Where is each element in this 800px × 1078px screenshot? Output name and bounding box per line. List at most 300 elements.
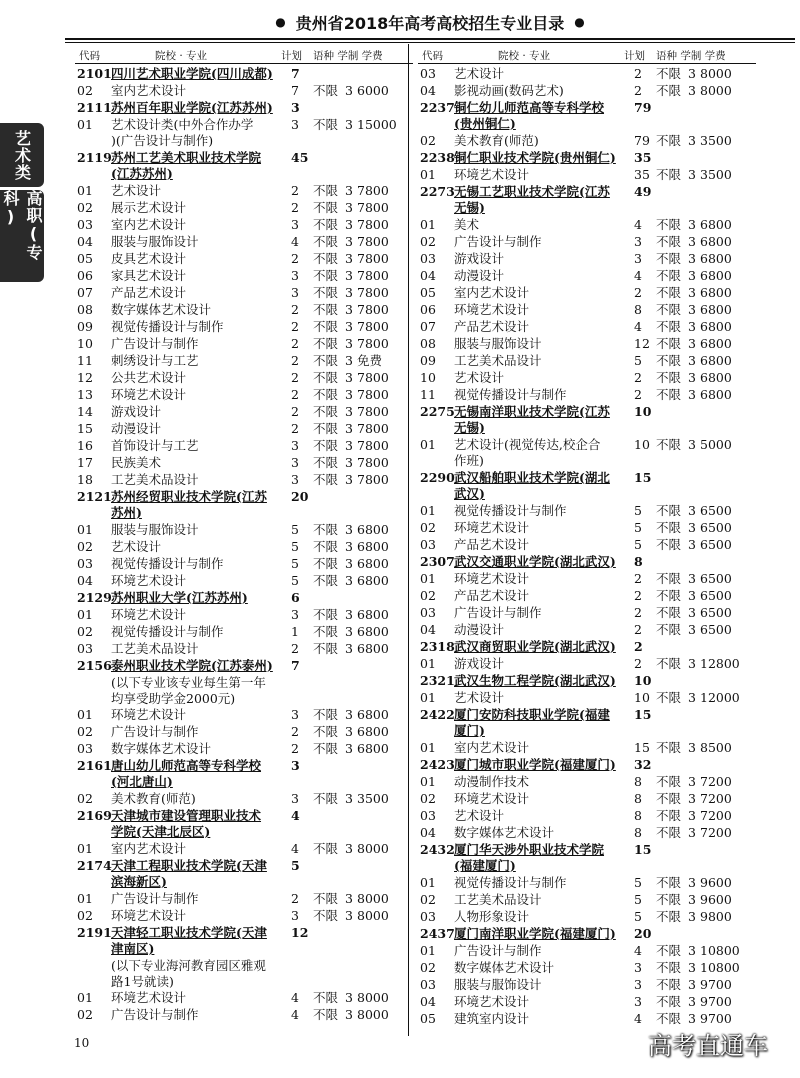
major-lang: 不限 <box>313 370 339 385</box>
major-plan: 15 <box>634 740 650 755</box>
major-lang: 不限 <box>313 990 339 1005</box>
major-lang: 不限 <box>656 83 682 98</box>
school-plan: 2 <box>634 639 643 654</box>
school-name: 武汉交通职业学院(湖北武汉) <box>454 554 616 569</box>
major-code: 01 <box>420 656 436 671</box>
major-code: 03 <box>420 605 436 620</box>
major-fee: 6000 <box>357 83 389 98</box>
major-plan: 3 <box>634 234 642 249</box>
major-name: 环境艺术设计 <box>454 994 530 1009</box>
major-name: 服装与服饰设计 <box>454 336 542 351</box>
major-years: 3 <box>345 438 353 453</box>
major-lang: 不限 <box>656 622 682 637</box>
school-row <box>418 673 756 690</box>
school-plan: 32 <box>634 757 652 772</box>
major-lang: 不限 <box>656 892 682 907</box>
school-code: 2275 <box>420 404 455 419</box>
major-years: 3 <box>345 607 353 622</box>
column-header-code: 代码 <box>79 50 100 62</box>
major-row <box>75 891 413 908</box>
major-years: 3 <box>688 268 696 283</box>
school-row <box>75 489 413 522</box>
major-lang: 不限 <box>313 234 339 249</box>
major-lang: 不限 <box>313 573 339 588</box>
major-years: 3 <box>688 875 696 890</box>
major-code: 03 <box>77 741 93 756</box>
school-name: 无锡南洋职业技术学院(江苏 无锡) <box>454 404 610 435</box>
major-name: 环境艺术设计 <box>454 302 530 317</box>
major-code: 03 <box>420 66 436 81</box>
major-code: 03 <box>77 556 93 571</box>
major-fee: 6500 <box>700 588 732 603</box>
major-plan: 2 <box>291 319 299 334</box>
major-fee: 8000 <box>700 66 732 81</box>
major-years: 3 <box>345 183 353 198</box>
major-plan: 3 <box>291 268 299 283</box>
school-plan: 10 <box>634 673 652 688</box>
major-row <box>418 571 756 588</box>
major-name: 视觉传播设计与制作 <box>454 503 567 518</box>
major-fee: 12000 <box>700 690 740 705</box>
major-years: 3 <box>345 891 353 906</box>
major-row <box>418 740 756 757</box>
major-lang: 不限 <box>313 200 339 215</box>
major-fee: 6500 <box>700 503 732 518</box>
major-fee: 6500 <box>700 537 732 552</box>
major-fee: 6800 <box>700 336 732 351</box>
school-code: 2290 <box>420 470 455 485</box>
major-lang: 不限 <box>313 607 339 622</box>
school-row <box>75 858 413 891</box>
major-lang: 不限 <box>313 387 339 402</box>
major-fee: 9600 <box>700 875 732 890</box>
major-plan: 2 <box>634 83 642 98</box>
school-name: 武汉商贸职业学院(湖北武汉) <box>454 639 616 654</box>
major-code: 01 <box>77 841 93 856</box>
major-fee: 6800 <box>357 607 389 622</box>
major-fee: 8000 <box>357 908 389 923</box>
major-years: 3 <box>345 353 353 368</box>
major-plan: 8 <box>634 791 642 806</box>
major-code: 02 <box>420 520 436 535</box>
major-fee: 7200 <box>700 774 732 789</box>
major-fee: 7200 <box>700 791 732 806</box>
major-row <box>75 336 413 353</box>
major-years: 3 <box>688 83 696 98</box>
school-code: 2437 <box>420 926 455 941</box>
major-row <box>75 539 413 556</box>
major-row <box>75 641 413 658</box>
major-code: 02 <box>420 960 436 975</box>
major-name: 环境艺术设计 <box>111 573 187 588</box>
major-plan: 8 <box>634 825 642 840</box>
major-code: 02 <box>420 791 436 806</box>
major-years: 3 <box>345 217 353 232</box>
major-lang: 不限 <box>313 117 339 132</box>
major-lang: 不限 <box>656 808 682 823</box>
major-lang: 不限 <box>313 404 339 419</box>
major-plan: 4 <box>634 1011 642 1026</box>
major-name: 游戏设计 <box>111 404 162 419</box>
major-code: 02 <box>77 1007 93 1022</box>
major-years: 3 <box>688 217 696 232</box>
major-name: 工艺美术品设计 <box>454 892 542 907</box>
major-fee: 6800 <box>700 319 732 334</box>
major-code: 03 <box>420 537 436 552</box>
major-fee: 6800 <box>357 522 389 537</box>
major-years: 3 <box>688 588 696 603</box>
major-plan: 2 <box>634 622 642 637</box>
major-plan: 2 <box>291 421 299 436</box>
school-name: 厦门城市职业学院(福建厦门) <box>454 757 616 772</box>
school-name: 苏州职业大学(江苏苏州) <box>111 590 248 605</box>
major-row <box>418 520 756 537</box>
major-plan: 2 <box>291 387 299 402</box>
school-name: 厦门南洋职业学院(福建厦门) <box>454 926 616 941</box>
major-row <box>75 522 413 539</box>
major-years: 3 <box>688 387 696 402</box>
major-row <box>418 437 756 470</box>
major-name: 公共艺术设计 <box>111 370 187 385</box>
major-years: 3 <box>345 117 353 132</box>
major-years: 3 <box>345 285 353 300</box>
major-row <box>75 370 413 387</box>
major-code: 09 <box>420 353 436 368</box>
major-plan: 2 <box>291 302 299 317</box>
major-lang: 不限 <box>656 234 682 249</box>
major-years: 3 <box>345 319 353 334</box>
major-plan: 2 <box>634 285 642 300</box>
major-name: 美术 <box>454 217 480 232</box>
school-plan: 8 <box>634 554 643 569</box>
major-name: 广告设计与制作 <box>454 943 542 958</box>
major-fee: 7800 <box>357 217 389 232</box>
school-plan: 5 <box>291 858 300 873</box>
major-lang: 不限 <box>656 690 682 705</box>
major-name: 广告设计与制作 <box>111 1007 199 1022</box>
major-plan: 12 <box>634 336 650 351</box>
major-fee: 6800 <box>357 624 389 639</box>
major-name: 服装与服饰设计 <box>111 522 199 537</box>
major-row <box>75 268 413 285</box>
school-plan: 79 <box>634 100 652 115</box>
major-row <box>75 908 413 925</box>
major-years: 3 <box>688 437 696 452</box>
major-code: 02 <box>77 539 93 554</box>
major-code: 01 <box>77 707 93 722</box>
school-row <box>418 100 756 133</box>
major-code: 08 <box>420 336 436 351</box>
major-plan: 4 <box>634 943 642 958</box>
major-plan: 8 <box>634 808 642 823</box>
major-fee: 10800 <box>700 960 740 975</box>
note-text: (以下专业海河教育园区雅观 路1号就读) <box>111 958 266 989</box>
major-plan: 2 <box>291 200 299 215</box>
major-row <box>75 455 413 472</box>
school-name: 苏州工艺美术职业技术学院 (江苏苏州) <box>111 150 262 181</box>
page-number: 10 <box>74 1036 90 1050</box>
major-name: 广告设计与制作 <box>111 891 199 906</box>
major-fee: 6800 <box>700 217 732 232</box>
major-plan: 2 <box>291 353 299 368</box>
major-plan: 3 <box>291 791 299 806</box>
major-fee: 8000 <box>357 990 389 1005</box>
major-row <box>75 183 413 200</box>
major-lang: 不限 <box>656 285 682 300</box>
major-row <box>75 556 413 573</box>
major-years: 3 <box>688 909 696 924</box>
school-plan: 3 <box>291 100 300 115</box>
major-name: 服装与服饰设计 <box>111 234 199 249</box>
major-lang: 不限 <box>313 1007 339 1022</box>
major-name: 广告设计与制作 <box>454 234 542 249</box>
major-plan: 3 <box>634 960 642 975</box>
major-name: 艺术设计 <box>454 808 505 823</box>
major-lang: 不限 <box>656 960 682 975</box>
major-years: 3 <box>345 641 353 656</box>
page-header <box>65 8 795 36</box>
school-name: 泰州职业技术学院(江苏泰州) <box>111 658 273 673</box>
major-lang: 不限 <box>656 1011 682 1026</box>
major-lang: 不限 <box>313 841 339 856</box>
major-years: 3 <box>345 990 353 1005</box>
major-code: 16 <box>77 438 93 453</box>
school-plan: 4 <box>291 808 300 823</box>
school-code: 2321 <box>420 673 455 688</box>
school-plan: 12 <box>291 925 309 940</box>
major-code: 01 <box>77 607 93 622</box>
school-row <box>418 639 756 656</box>
major-fee: 免费 <box>357 353 383 368</box>
school-plan: 10 <box>634 404 652 419</box>
major-row <box>418 943 756 960</box>
major-row <box>75 438 413 455</box>
school-code: 2191 <box>77 925 112 940</box>
major-name: 艺术设计 <box>111 539 162 554</box>
major-name: 产品艺术设计 <box>454 537 530 552</box>
school-name: 唐山幼儿师范高等专科学校 (河北唐山) <box>111 758 262 789</box>
school-row <box>75 658 413 675</box>
column-header-misc: 语种 学制 学费 <box>656 50 726 62</box>
major-row <box>418 66 756 83</box>
school-code: 2174 <box>77 858 112 873</box>
major-code: 01 <box>77 183 93 198</box>
major-fee: 7800 <box>357 251 389 266</box>
column-header-rule <box>75 63 413 64</box>
major-years: 3 <box>688 960 696 975</box>
major-name: 视觉传播设计与制作 <box>454 875 567 890</box>
major-fee: 7800 <box>357 472 389 487</box>
major-code: 14 <box>77 404 93 419</box>
major-code: 01 <box>77 117 93 132</box>
school-plan: 45 <box>291 150 309 165</box>
major-years: 3 <box>345 472 353 487</box>
major-fee: 6800 <box>700 370 732 385</box>
major-name: 动漫设计 <box>454 622 505 637</box>
school-name: 武汉生物工程学院(湖北武汉) <box>454 673 616 688</box>
school-code: 2432 <box>420 842 455 857</box>
major-years: 3 <box>688 622 696 637</box>
major-years: 3 <box>345 741 353 756</box>
major-row <box>418 83 756 100</box>
major-lang: 不限 <box>313 741 339 756</box>
major-lang: 不限 <box>656 825 682 840</box>
major-plan: 2 <box>291 891 299 906</box>
major-name: 产品艺术设计 <box>454 588 530 603</box>
major-row <box>418 808 756 825</box>
school-code: 2238 <box>420 150 455 165</box>
school-code: 2111 <box>77 100 112 115</box>
major-fee: 7800 <box>357 370 389 385</box>
major-code: 02 <box>77 83 93 98</box>
major-years: 3 <box>688 302 696 317</box>
major-plan: 4 <box>634 319 642 334</box>
major-name: 数字媒体艺术设计 <box>111 741 212 756</box>
major-years: 3 <box>688 520 696 535</box>
school-row <box>75 100 413 117</box>
school-plan: 20 <box>634 926 652 941</box>
major-row <box>418 791 756 808</box>
major-plan: 2 <box>634 588 642 603</box>
major-row <box>418 656 756 673</box>
major-years: 3 <box>345 200 353 215</box>
major-plan: 3 <box>291 438 299 453</box>
major-name: 艺术设计类(中外合作办学 )(广告设计与制作) <box>111 117 254 148</box>
major-row <box>75 624 413 641</box>
major-name: 服装与服饰设计 <box>454 977 542 992</box>
major-row <box>418 285 756 302</box>
major-code: 04 <box>420 268 436 283</box>
school-row <box>418 926 756 943</box>
major-fee: 7200 <box>700 808 732 823</box>
major-row <box>75 707 413 724</box>
major-plan: 4 <box>634 217 642 232</box>
major-name: 环境艺术设计 <box>111 908 187 923</box>
major-fee: 6800 <box>700 251 732 266</box>
major-row <box>418 960 756 977</box>
major-plan: 8 <box>634 302 642 317</box>
school-code: 2237 <box>420 100 455 115</box>
major-code: 01 <box>420 571 436 586</box>
major-years: 3 <box>345 421 353 436</box>
major-row <box>418 690 756 707</box>
major-plan: 2 <box>291 404 299 419</box>
major-plan: 2 <box>634 66 642 81</box>
major-lang: 不限 <box>656 336 682 351</box>
major-lang: 不限 <box>656 167 682 182</box>
major-lang: 不限 <box>656 774 682 789</box>
major-years: 3 <box>688 66 696 81</box>
major-code: 04 <box>77 573 93 588</box>
major-lang: 不限 <box>313 183 339 198</box>
major-row <box>418 336 756 353</box>
major-lang: 不限 <box>656 302 682 317</box>
major-years: 3 <box>345 522 353 537</box>
major-code: 02 <box>77 200 93 215</box>
major-code: 07 <box>420 319 436 334</box>
major-years: 3 <box>688 892 696 907</box>
major-years: 3 <box>345 336 353 351</box>
major-fee: 7800 <box>357 234 389 249</box>
column-header-plan: 计划 <box>624 50 645 62</box>
major-years: 3 <box>688 943 696 958</box>
column-header-code: 代码 <box>422 50 443 62</box>
major-years: 3 <box>688 285 696 300</box>
major-code: 02 <box>420 588 436 603</box>
major-name: 首饰设计与工艺 <box>111 438 199 453</box>
major-name: 游戏设计 <box>454 656 505 671</box>
major-years: 3 <box>345 234 353 249</box>
major-code: 11 <box>420 387 436 402</box>
major-code: 03 <box>420 977 436 992</box>
major-fee: 7800 <box>357 336 389 351</box>
major-fee: 6800 <box>357 556 389 571</box>
school-plan: 15 <box>634 707 652 722</box>
major-plan: 1 <box>291 624 299 639</box>
major-name: 艺术设计 <box>111 183 162 198</box>
major-code: 04 <box>420 994 436 1009</box>
major-row <box>75 319 413 336</box>
major-plan: 3 <box>291 455 299 470</box>
major-code: 15 <box>77 421 93 436</box>
major-fee: 7800 <box>357 268 389 283</box>
school-plan: 3 <box>291 758 300 773</box>
major-lang: 不限 <box>313 791 339 806</box>
major-name: 数字媒体艺术设计 <box>454 960 555 975</box>
major-fee: 6800 <box>700 387 732 402</box>
school-row <box>75 925 413 958</box>
school-code: 2422 <box>420 707 455 722</box>
major-lang: 不限 <box>656 503 682 518</box>
major-years: 3 <box>688 690 696 705</box>
major-code: 05 <box>420 285 436 300</box>
major-name: 环境艺术设计 <box>454 167 530 182</box>
major-fee: 6800 <box>700 234 732 249</box>
major-code: 01 <box>77 891 93 906</box>
major-plan: 4 <box>291 1007 299 1022</box>
major-fee: 9700 <box>700 977 732 992</box>
major-plan: 3 <box>291 707 299 722</box>
major-code: 05 <box>420 1011 436 1026</box>
major-code: 10 <box>420 370 436 385</box>
major-row <box>418 994 756 1011</box>
major-name: 产品艺术设计 <box>111 285 187 300</box>
major-code: 13 <box>77 387 93 402</box>
major-plan: 5 <box>634 537 642 552</box>
major-years: 3 <box>688 791 696 806</box>
major-code: 01 <box>420 690 436 705</box>
major-lang: 不限 <box>313 268 339 283</box>
major-code: 03 <box>420 808 436 823</box>
major-name: 工艺美术品设计 <box>454 353 542 368</box>
major-years: 3 <box>688 656 696 671</box>
watermark-text: 高考直通车 <box>648 1032 768 1060</box>
major-years: 3 <box>345 707 353 722</box>
major-name: 刺绣设计与工艺 <box>111 353 199 368</box>
major-plan: 4 <box>634 268 642 283</box>
major-name: 艺术设计 <box>454 66 505 81</box>
left-column <box>75 48 413 1024</box>
major-row <box>75 1007 413 1024</box>
major-plan: 3 <box>291 472 299 487</box>
major-lang: 不限 <box>656 353 682 368</box>
school-code: 2161 <box>77 758 112 773</box>
major-years: 3 <box>688 234 696 249</box>
major-plan: 2 <box>291 336 299 351</box>
major-name: 环境艺术设计 <box>454 520 530 535</box>
major-row <box>75 607 413 624</box>
major-code: 01 <box>420 875 436 890</box>
